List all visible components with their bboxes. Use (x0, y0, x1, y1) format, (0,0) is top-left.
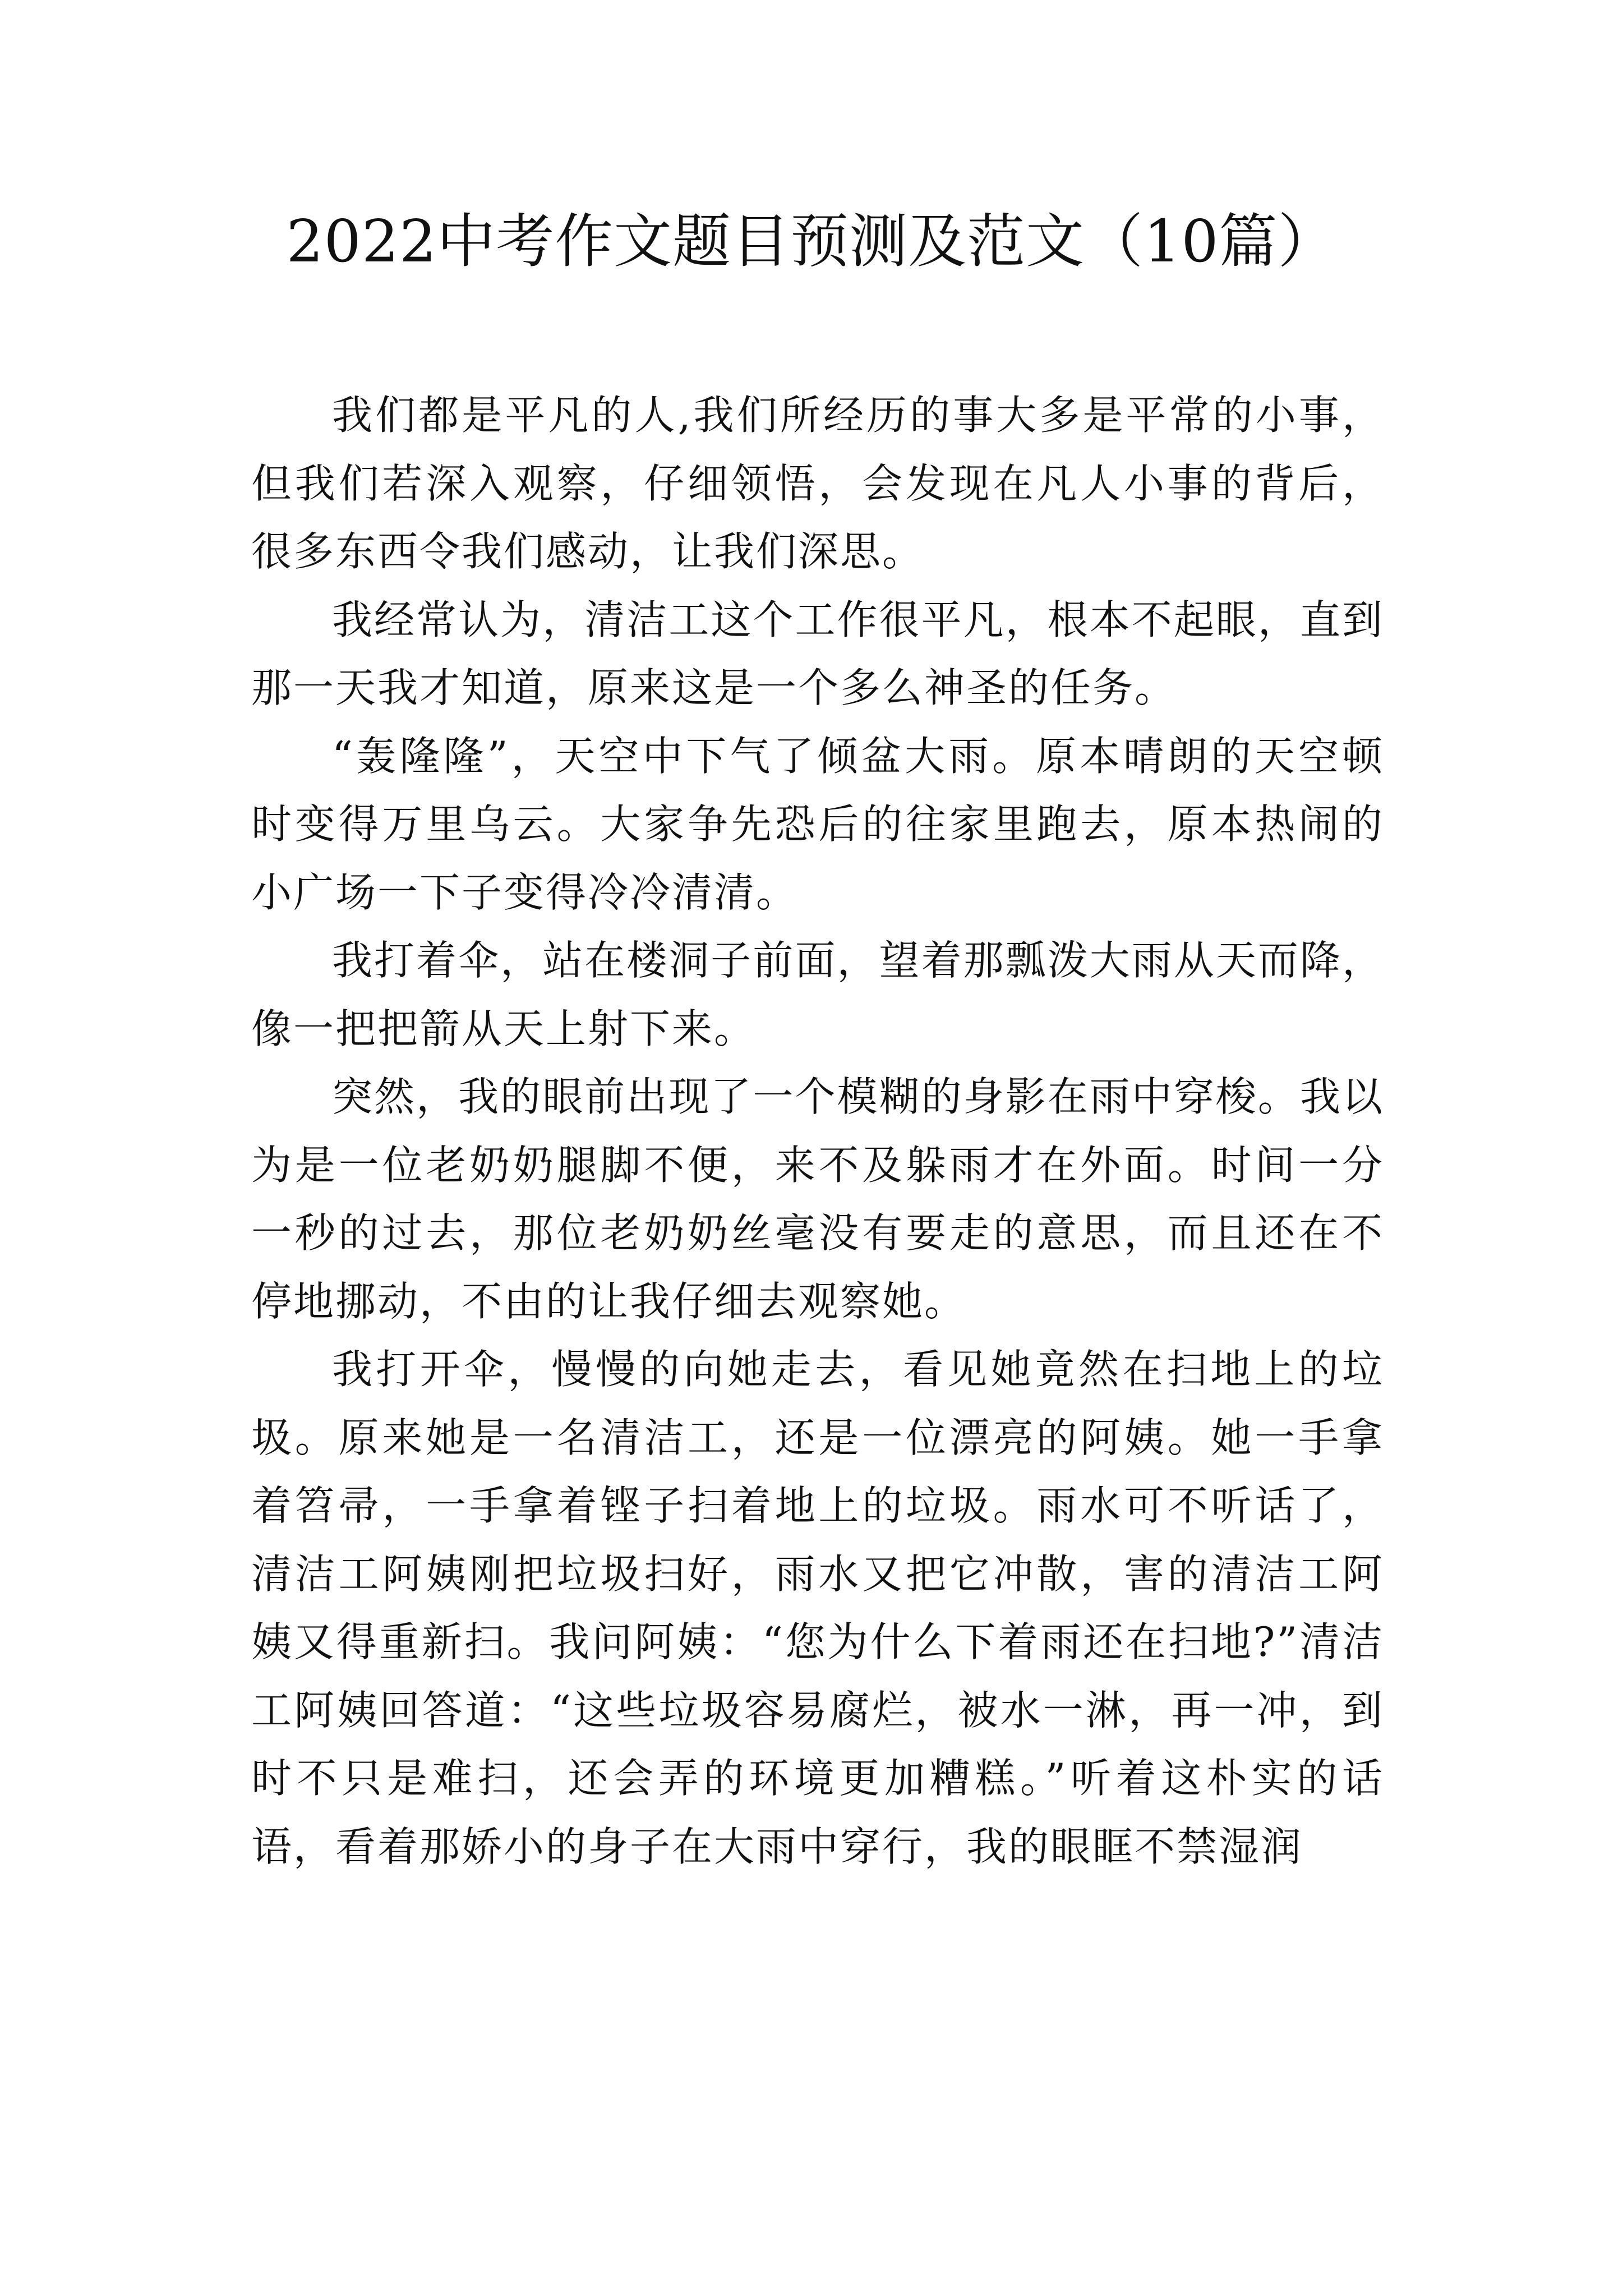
document-body (251, 381, 1384, 1881)
paragraph-4: 我打着伞，站在楼洞子前面，望着那瓢泼大雨从天而降，像一把把箭从天上射下来。 (251, 937, 1384, 1052)
paragraph-6: 我打开伞，慢慢的向她走去，看见她竟然在扫地上的垃圾。原来她是一名清洁工，还是一位漂亮的阿姨。她一手拿着笤帚，一手拿着铿子扫着地上的垃圾。雨水可不听话了，清洁工阿姨刚把垃圾扫好，雨水又把它冲散，害的清洁工阿姨又得重新扫。我问阿姨：“您为什么下着雨还在扫地?”清洁工阿姨回答道：“这些垃圾容易腐烂，被水一淋，再一冲，到时不只是难扫，还会弄的环境更加糟糕。”听着这朴实的话语，看着那娇小的身子在大雨中穿行，我的眼眶不禁湿润 (251, 1346, 1384, 1870)
paragraph-2: 我经常认为，清洁工这个工作很平凡，根本不起眼，直到那一天我才知道，原来这是一个多么神圣的任务。 (251, 596, 1384, 711)
paragraph-5: 突然，我的眼前出现了一个模糊的身影在雨中穿梭。我以为是一位老奶奶腿脚不便，来不及躲雨才在外面。时间一分一秒的过去，那位老奶奶丝毫没有要走的意思，而且还在不停地挪动，不由的让我仔细去观察她。 (251, 1073, 1384, 1325)
paragraph-1: 我们都是平凡的人,我们所经历的事大多是平常的小事，但我们若深入观察，仔细领悟，会发现在凡人小事的背后，很多东西令我们感动，让我们深思。 (251, 392, 1384, 575)
paragraph-3: “轰隆隆”，天空中下气了倾盆大雨。原本晴朗的天空顿时变得万里乌云。大家争先恐后的往家里跑去，原本热闹的小广场一下子变得冷冷清清。 (251, 732, 1384, 916)
document-title: 2022中考作文题目预测及范文（10篇） (286, 207, 1337, 275)
